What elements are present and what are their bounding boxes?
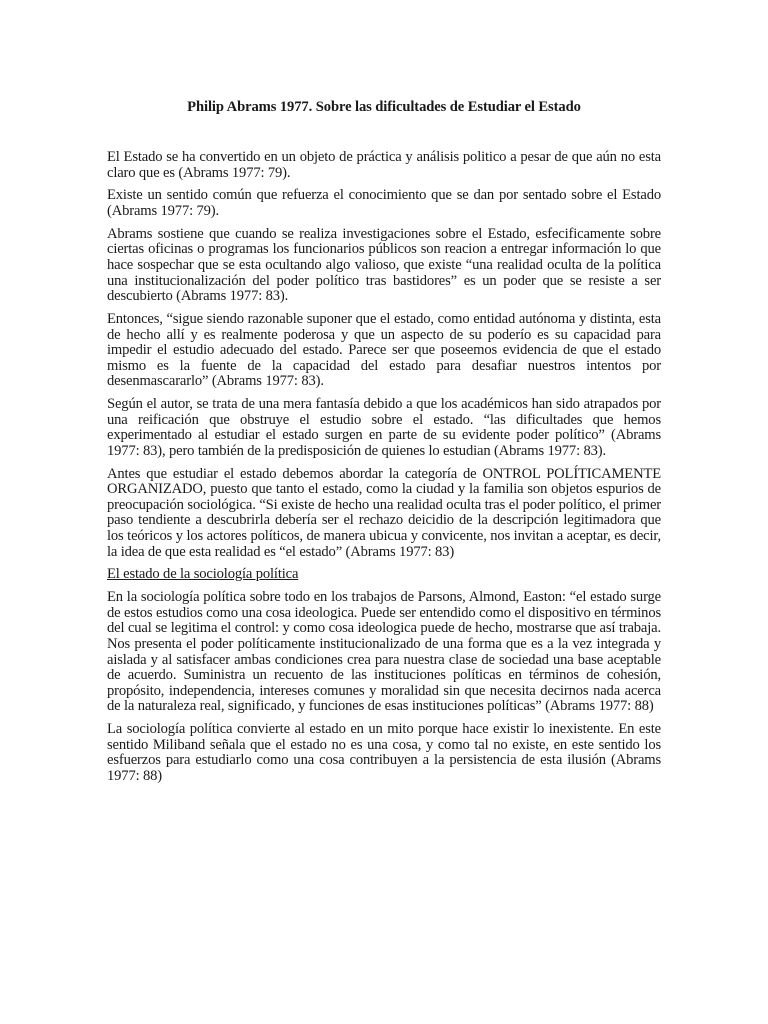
paragraph-4: Entonces, “sigue siendo razonable suponer que el estado, como entidad autónoma y distinta, esta de hecho allí y es realmente poderosa y que un aspecto de su poderío es su capacidad para impedir el estudio adecuado del estado. Parece ser que poseemos evidencia de que el estado mismo es la fuente de la capacidad del estado para desafiar nuestros intentos por desenmascararlo” (Abrams 1977: 83). [107,310,661,390]
section-paragraph-2: La sociología política convierte al estado en un mito porque hace existir lo inexistente. En este sentido Miliband señala que el estado no es una cosa, y como tal no existe, en este sentido los esfuerzos para estudiarlo como una cosa contribuyen a la persistencia de esta ilusión (Abrams 1977: 88) [107,721,661,784]
paragraph-2: Existe un sentido común que refuerza el conocimiento que se dan por sentado sobre el Estado (Abrams 1977: 79). [107,187,661,219]
section-paragraph-1: En la sociología política sobre todo en los trabajos de Parsons, Almond, Easton: “el estado surge de estos estudios como una cosa ideologica. Puede ser entendido como el dispositivo en términos del cual se legitima el control: y como cosa ideologica puede de hecho, mostrarse que así trabaja. Nos presenta el poder políticamente institucionalizado de una forma que es a la vez integrada y aislada y al satisfacer ambas condiciones crea para nuestra clase de sociedad una base aceptable de acuerdo. Suministra un recuento de las instituciones políticas en términos de cohesión, propósito, independencia, intereses comunes y moralidad sin que necesita decirnos nada acerca de la naturaleza real, significado, y funciones de esas instituciones políticas” (Abrams 1977: 88) [107,589,661,715]
paragraph-5: Según el autor, se trata de una mera fantasía debido a que los académicos han sido atrapados por una reificación que obstruye el estudio sobre el estado. “las dificultades que hemos experimentado al estudiar el estado surgen en parte de su evidente poder político” (Abrams 1977: 83), pero también de la predisposición de quienes lo estudian (Abrams 1977: 83). [107,396,661,459]
paragraph-6: Antes que estudiar el estado debemos abordar la categoría de ONTROL POLÍTICAMENTE ORGANIZADO, puesto que tanto el estado, como la ciudad y la familia son objetos espurios de preocupación sociológica. “Si existe de hecho una realidad oculta tras el poder político, el primer paso tendiente a descubrirla debería ser el rechazo deicidio de la descripción legitimadora que los teóricos y los actores políticos, de manera ubicua y convicente, nos invitan a aceptar, es decir, la idea de que esta realidad es “el estado” (Abrams 1977: 83) [107,465,661,560]
document-page [107,98,661,792]
section-heading: El estado de la sociología política [107,566,299,583]
document-title: Philip Abrams 1977. Sobre las dificultades de Estudiar el Estado [187,99,581,115]
paragraph-3: Abrams sostiene que cuando se realiza investigaciones sobre el Estado, esfecificamente sobre ciertas oficinas o programas los funcionarios públicos son reacion a entregar información lo que hace sospechar que se esta ocultando algo valioso, que existe “una realidad oculta de la política una institucionalización del poder político tras bastidores” es un poder que se resiste a ser descubierto (Abrams 1977: 83). [107,225,661,305]
paragraph-1: El Estado se ha convertido en un objeto de práctica y análisis politico a pesar de que aún no esta claro que es (Abrams 1977: 79). [107,149,661,181]
